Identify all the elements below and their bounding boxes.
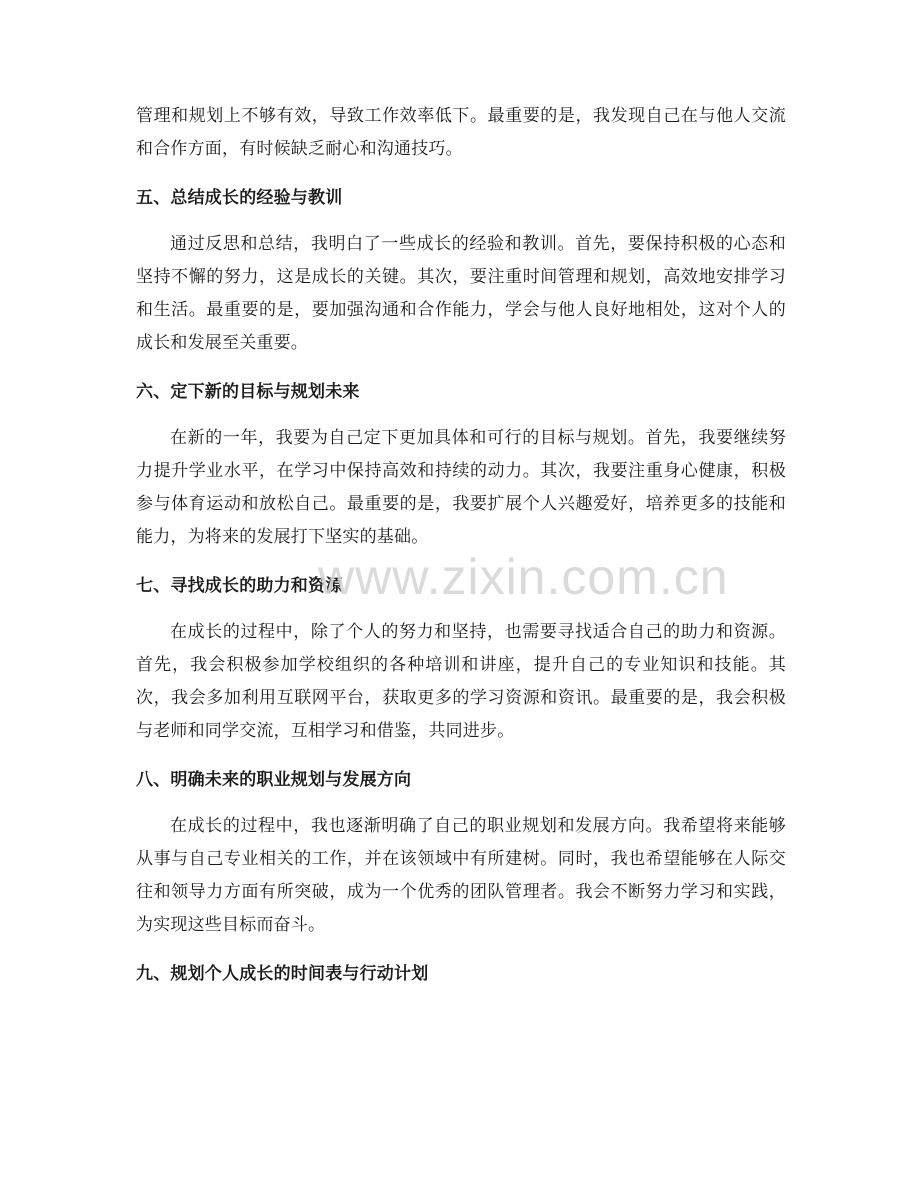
watermark: www.zixin.com.cn xyxy=(318,549,729,605)
intro-paragraph: 管理和规划上不够有效，导致工作效率低下。最重要的是，我发现自己在与他人交流和合作方面，有时候缺乏耐心和沟通技巧。 xyxy=(136,106,786,159)
section-heading-9: 九、规划个人成长的时间表与行动计划 xyxy=(136,964,429,984)
section-body-5: 通过反思和总结，我明白了一些成长的经验和教训。首先，要保持积极的心态和坚持不懈的努力，这是成长的关键。其次，要注重时间管理和规划，高效地安排学习和生活。最重要的是，要加强沟通和合作能力，学会与他人良好地相处，这对个人的成长和发展至关重要。 xyxy=(136,234,786,353)
section-heading-5: 五、总结成长的经验与教训 xyxy=(136,188,343,208)
section-heading-8: 八、明确未来的职业规划与发展方向 xyxy=(136,770,412,790)
document-content xyxy=(136,100,786,986)
section-body-6: 在新的一年，我要为自己定下更加具体和可行的目标与规划。首先，我要继续努力提升学业水平，在学习中保持高效和持续的动力。其次，我要注重身心健康，积极参与体育运动和放松自己。最重要的是，我要扩展个人兴趣爱好，培养更多的技能和能力，为将来的发展打下坚实的基础。 xyxy=(136,428,786,547)
section-body-8: 在成长的过程中，我也逐渐明确了自己的职业规划和发展方向。我希望将来能够从事与自己专业相关的工作，并在该领域中有所建树。同时，我也希望能够在人际交往和领导力方面有所突破，成为一个优秀的团队管理者。我会不断努力学习和实践，为实现这些目标而奋斗。 xyxy=(136,816,786,935)
section-heading-7: 七、寻找成长的助力和资源 xyxy=(136,576,343,596)
section-body-7: 在成长的过程中，除了个人的努力和坚持，也需要寻找适合自己的助力和资源。首先，我会积极参加学校组织的各种培训和讲座，提升自己的专业知识和技能。其次，我会多加利用互联网平台，获取更多的学习资源和资讯。最重要的是，我会积极与老师和同学交流，互相学习和借鉴，共同进步。 xyxy=(136,622,786,741)
section-heading-6: 六、定下新的目标与规划未来 xyxy=(136,382,360,402)
